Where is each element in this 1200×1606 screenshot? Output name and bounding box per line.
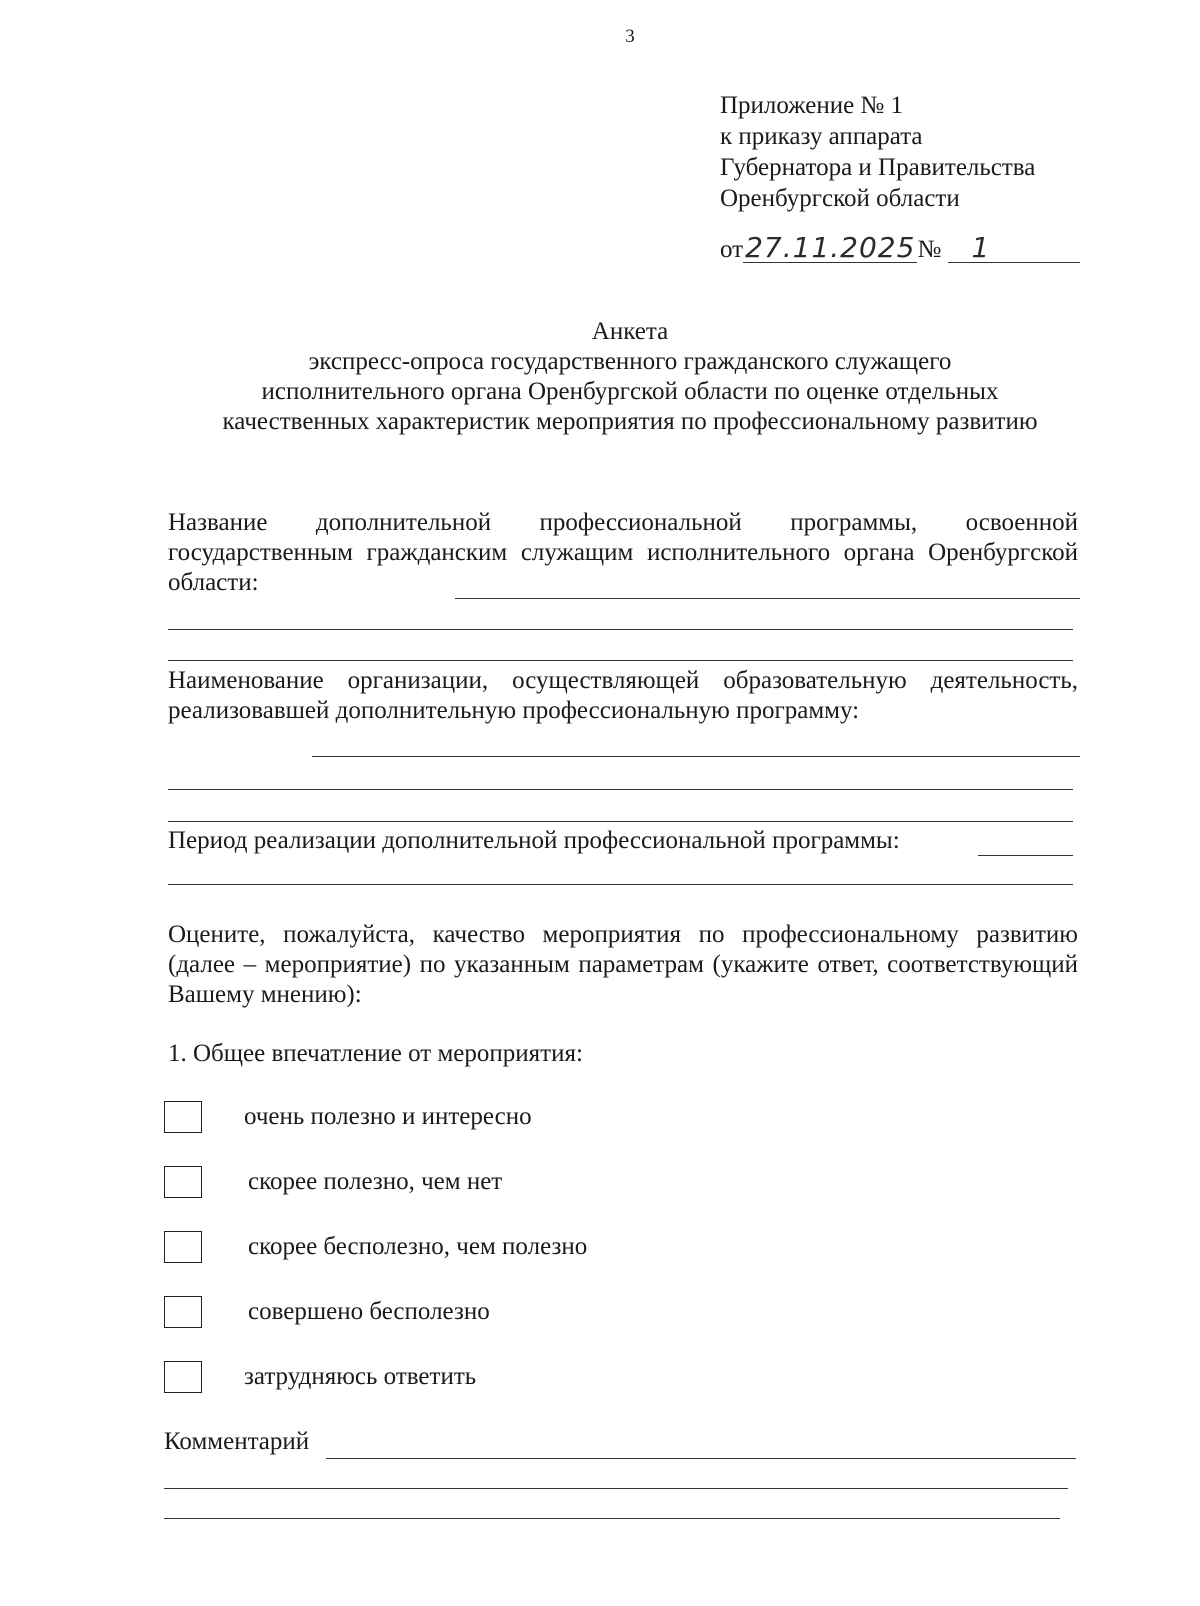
answer-checkbox[interactable] xyxy=(164,1166,202,1198)
date-prefix: от xyxy=(720,236,744,263)
period-input-line[interactable] xyxy=(168,884,1073,885)
period-field xyxy=(168,827,900,855)
instruction-label: Оцените, пожалуйста, качество мероприятия по профессиональному развитию (далее – мероприятие) по указанным параметрам (укажите ответ, соответствующий Вашему мнению): xyxy=(168,921,1078,1008)
program-name-input-line[interactable] xyxy=(168,660,1073,661)
organization-input-line[interactable] xyxy=(168,821,1073,822)
answer-option-label: совершено бесполезно xyxy=(248,1298,490,1325)
order-date-handwritten: 27.11.2025 xyxy=(745,231,916,264)
appendix-line: к приказу аппарата xyxy=(720,123,923,150)
comment-input-line[interactable] xyxy=(326,1458,1076,1459)
page-number: 3 xyxy=(625,26,635,47)
answer-option-label: затрудняюсь ответить xyxy=(244,1363,477,1390)
order-date-number xyxy=(720,231,1080,264)
program-name-field xyxy=(168,508,1078,598)
instruction-text xyxy=(168,920,1078,1010)
answer-checkbox[interactable] xyxy=(164,1361,202,1393)
answer-checkbox[interactable] xyxy=(164,1231,202,1263)
answer-option-label: скорее бесполезно, чем полезно xyxy=(248,1233,588,1260)
program-name-input-line[interactable] xyxy=(168,629,1073,630)
appendix-header xyxy=(720,90,1035,214)
program-name-label: Название дополнительной профессиональной программы, освоенной государственным гражданским служащим исполнительного органа Оренбургской области: xyxy=(168,509,1078,596)
question-title: 1. Общее впечатление от мероприятия: xyxy=(168,1040,583,1067)
number-prefix: № xyxy=(917,236,942,263)
organization-input-line[interactable] xyxy=(168,789,1073,790)
answer-option-label: скорее полезно, чем нет xyxy=(248,1168,503,1195)
comment-input-line[interactable] xyxy=(164,1488,1068,1489)
organization-input-line[interactable] xyxy=(312,756,1080,757)
period-input-line[interactable] xyxy=(978,855,1073,856)
comment-label: Комментарий xyxy=(164,1428,310,1455)
title-heading: Анкета xyxy=(591,318,669,345)
organization-label: Наименование организации, осуществляющей образовательную деятельность, реализовавшей дополнительную профессиональную программу: xyxy=(168,667,1078,724)
appendix-line: Оренбургской области xyxy=(720,185,960,212)
title-line: качественных характеристик мероприятия по профессиональному развитию xyxy=(222,408,1038,435)
period-label: Период реализации дополнительной профессиональной программы: xyxy=(168,827,900,854)
appendix-line: Приложение № 1 xyxy=(720,92,904,119)
document-title xyxy=(160,317,1100,437)
order-number-handwritten: 1 xyxy=(948,234,1080,263)
answer-option-label: очень полезно и интересно xyxy=(244,1103,532,1130)
answer-checkbox[interactable] xyxy=(164,1296,202,1328)
title-line: исполнительного органа Оренбургской области по оценке отдельных xyxy=(261,378,999,405)
title-line: экспресс-опроса государственного гражданского служащего xyxy=(308,348,952,375)
appendix-line: Губернатора и Правительства xyxy=(720,154,1036,181)
answer-checkbox[interactable] xyxy=(164,1101,202,1133)
comment-input-line[interactable] xyxy=(164,1518,1060,1519)
program-name-input-line[interactable] xyxy=(455,598,1080,599)
organization-field xyxy=(168,666,1078,726)
